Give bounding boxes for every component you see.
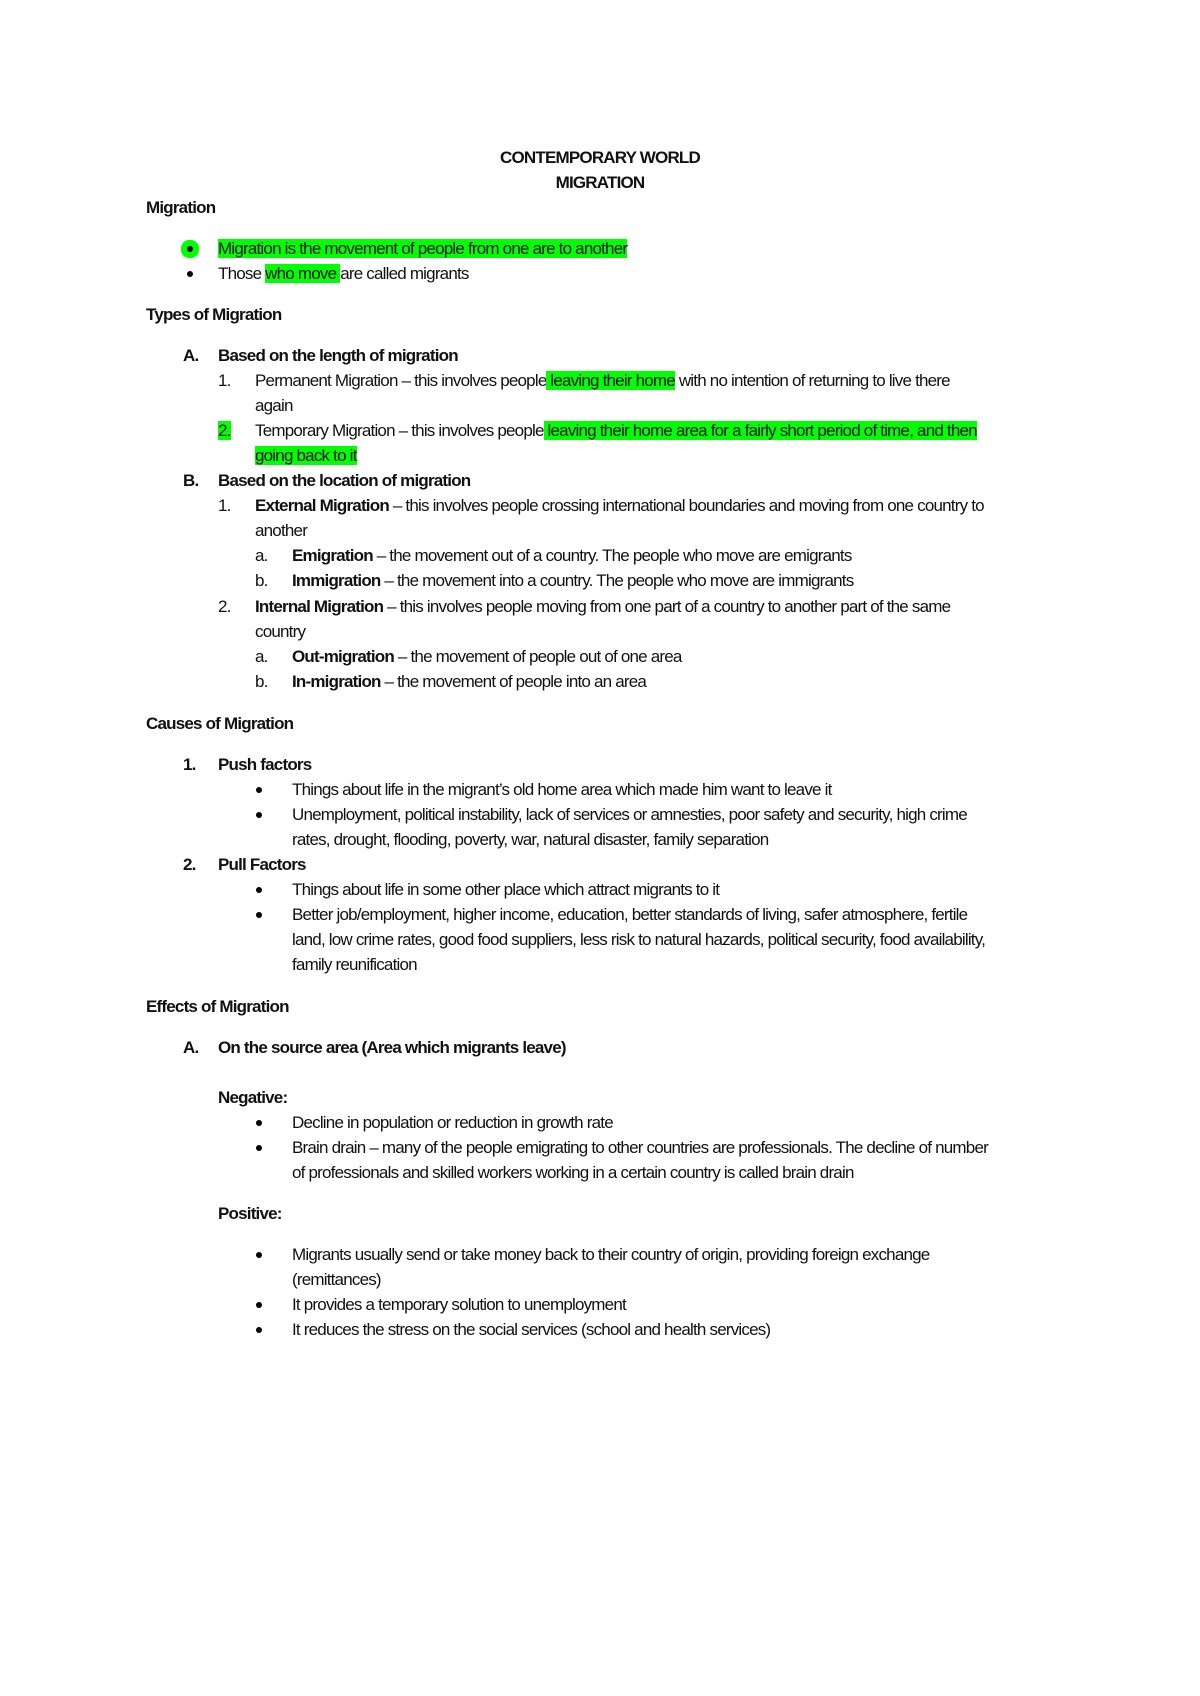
list-marker: b. <box>255 571 268 590</box>
positive-effect-item: Migrants usually send or take money back to their country of origin, providing foreign exchange <box>292 1245 930 1264</box>
document-subtitle: MIGRATION <box>555 173 645 192</box>
list-marker: B. <box>183 471 199 490</box>
push-factor-item: Things about life in the migrant’s old home area which made him want to leave it <box>292 780 832 799</box>
list-marker: a. <box>255 546 268 565</box>
migrants-definition: Those who move are called migrants <box>218 264 469 283</box>
negative-effect-item: Decline in population or reduction in growth rate <box>292 1113 613 1132</box>
permanent-migration-text-cont: again <box>255 396 293 415</box>
push-factor-item: Unemployment, political instability, lack of services or amnesties, poor safety and security, high crime <box>292 805 967 824</box>
subheading-length: Based on the length of migration <box>218 346 458 365</box>
subheading-source-area: On the source area (Area which migrants leave) <box>218 1038 566 1057</box>
bullet-icon <box>256 787 262 793</box>
list-marker: 2. <box>183 855 196 874</box>
list-marker: 2. <box>218 421 231 440</box>
list-marker: 1. <box>218 371 231 390</box>
bullet-icon <box>256 812 262 818</box>
external-migration-text: External Migration – this involves people crossing international boundaries and moving from one country to <box>255 496 984 515</box>
list-marker: a. <box>255 647 268 666</box>
temporary-migration-text-cont <box>255 445 357 467</box>
bullet-icon <box>256 887 262 893</box>
push-factor-item-cont: rates, drought, flooding, poverty, war, natural disaster, family separation <box>292 830 769 849</box>
bullet-icon <box>256 1327 262 1333</box>
internal-migration-text-cont: country <box>255 622 306 641</box>
emigration-text: Emigration – the movement out of a country. The people who move are emigrants <box>292 546 852 565</box>
positive-label: Positive: <box>218 1204 282 1223</box>
list-marker: A. <box>183 1038 199 1057</box>
section-heading-effects: Effects of Migration <box>146 997 289 1016</box>
bullet-icon <box>256 912 262 918</box>
list-marker: A. <box>183 346 199 365</box>
negative-effect-item-cont: of professionals and skilled workers working in a certain country is called brain drain <box>292 1163 854 1182</box>
negative-effect-item: Brain drain – many of the people emigrating to other countries are professionals. The decline of number <box>292 1138 988 1157</box>
bullet-icon <box>187 246 193 252</box>
pull-factor-item: Better job/employment, higher income, education, better standards of living, safer atmosphere, fertile <box>292 905 968 924</box>
external-migration-text-cont: another <box>255 521 308 540</box>
section-heading-causes: Causes of Migration <box>146 714 294 733</box>
bullet-icon <box>256 1302 262 1308</box>
immigration-text: Immigration – the movement into a country. The people who move are immigrants <box>292 571 854 590</box>
pull-factor-item-cont: family reunification <box>292 955 417 974</box>
highlighted-text: Migration is the movement of people from one are to another <box>218 239 628 258</box>
section-heading-migration: Migration <box>146 198 216 217</box>
temporary-migration-text: Temporary Migration – this involves people leaving their home area for a fairly short period of time, and then <box>255 421 977 440</box>
permanent-migration-text: Permanent Migration – this involves people leaving their home with no intention of returning to live there <box>255 371 950 390</box>
list-marker: b. <box>255 672 268 691</box>
list-marker: 1. <box>183 755 196 774</box>
highlighted-text: going back to it <box>255 446 357 465</box>
subheading-push-factors: Push factors <box>218 755 312 774</box>
document-title: CONTEMPORARY WORLD <box>500 148 700 167</box>
pull-factor-item: Things about life in some other place which attract migrants to it <box>292 880 720 899</box>
bullet-icon <box>187 271 193 277</box>
internal-migration-text: Internal Migration – this involves people moving from one part of a country to another part of the same <box>255 597 951 616</box>
in-migration-text: In-migration – the movement of people into an area <box>292 672 647 691</box>
migration-definition <box>218 238 627 260</box>
out-migration-text: Out-migration – the movement of people out of one area <box>292 647 682 666</box>
bullet-icon <box>256 1252 262 1258</box>
subheading-pull-factors: Pull Factors <box>218 855 306 874</box>
positive-effect-item-cont: (remittances) <box>292 1270 381 1289</box>
pull-factor-item-cont: land, low crime rates, good food suppliers, less risk to natural hazards, political security, food availability, <box>292 930 986 949</box>
positive-effect-item: It reduces the stress on the social services (school and health services) <box>292 1320 771 1339</box>
list-marker: 2. <box>218 597 231 616</box>
positive-effect-item: It provides a temporary solution to unemployment <box>292 1295 626 1314</box>
negative-label: Negative: <box>218 1088 288 1107</box>
subheading-location: Based on the location of migration <box>218 471 471 490</box>
highlighted-text: leaving their home <box>546 371 675 390</box>
highlighted-text: who move <box>265 264 341 283</box>
bullet-icon <box>256 1145 262 1151</box>
bullet-icon <box>256 1120 262 1126</box>
section-heading-types: Types of Migration <box>146 305 282 324</box>
list-marker: 1. <box>218 496 231 515</box>
highlighted-text: leaving their home area for a fairly short period of time, and then <box>543 421 977 440</box>
